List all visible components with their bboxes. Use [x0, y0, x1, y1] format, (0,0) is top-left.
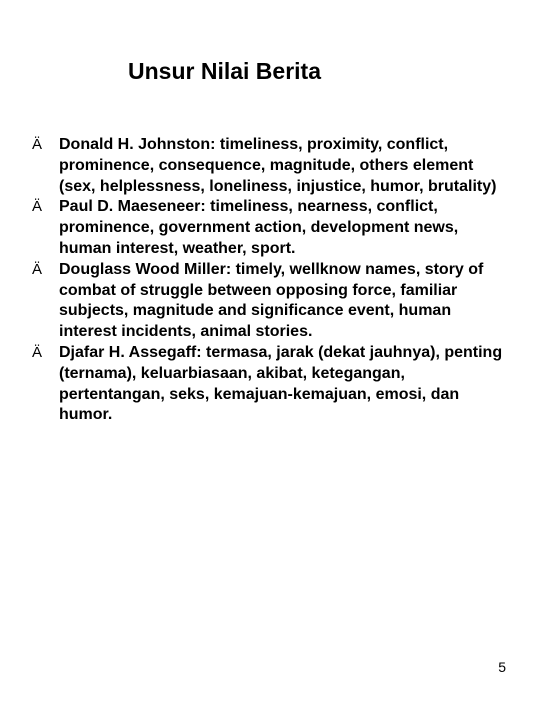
list-item — [32, 260, 512, 343]
bullet-icon: Ä — [32, 343, 43, 361]
slide-title: Unsur Nilai Berita — [128, 58, 321, 84]
list-item-text: Paul D. Maeseneer: timeliness, nearness, conflict, prominence, government action, development news, human interest, weather, sport. — [59, 198, 459, 257]
list-item-text: Donald H. Johnston: timeliness, proximity, conflict, prominence, consequence, magnitude, others element (sex, helplessness, loneliness, injustice, humor, brutality) — [59, 136, 497, 195]
bullet-icon: Ä — [32, 260, 43, 278]
page-number: 5 — [498, 659, 506, 675]
list-item — [32, 343, 512, 426]
list-item — [32, 135, 512, 197]
list-item — [32, 197, 512, 259]
list-item-text: Douglass Wood Miller: timely, wellknow names, story of combat of struggle between opposing force, familiar subjects, magnitude and significance event, human interest incidents, animal stories. — [59, 260, 484, 341]
bullet-icon: Ä — [32, 136, 43, 153]
bullet-list — [32, 135, 512, 426]
list-item-text: Djafar H. Assegaff: termasa, jarak (dekat jauhnya), penting (ternama), keluarbiasaan, akibat, ketegangan, pertentangan, seks, kemajuan-kemajuan, emosi, dan humor. — [59, 343, 503, 424]
bullet-icon: Ä — [32, 198, 43, 216]
